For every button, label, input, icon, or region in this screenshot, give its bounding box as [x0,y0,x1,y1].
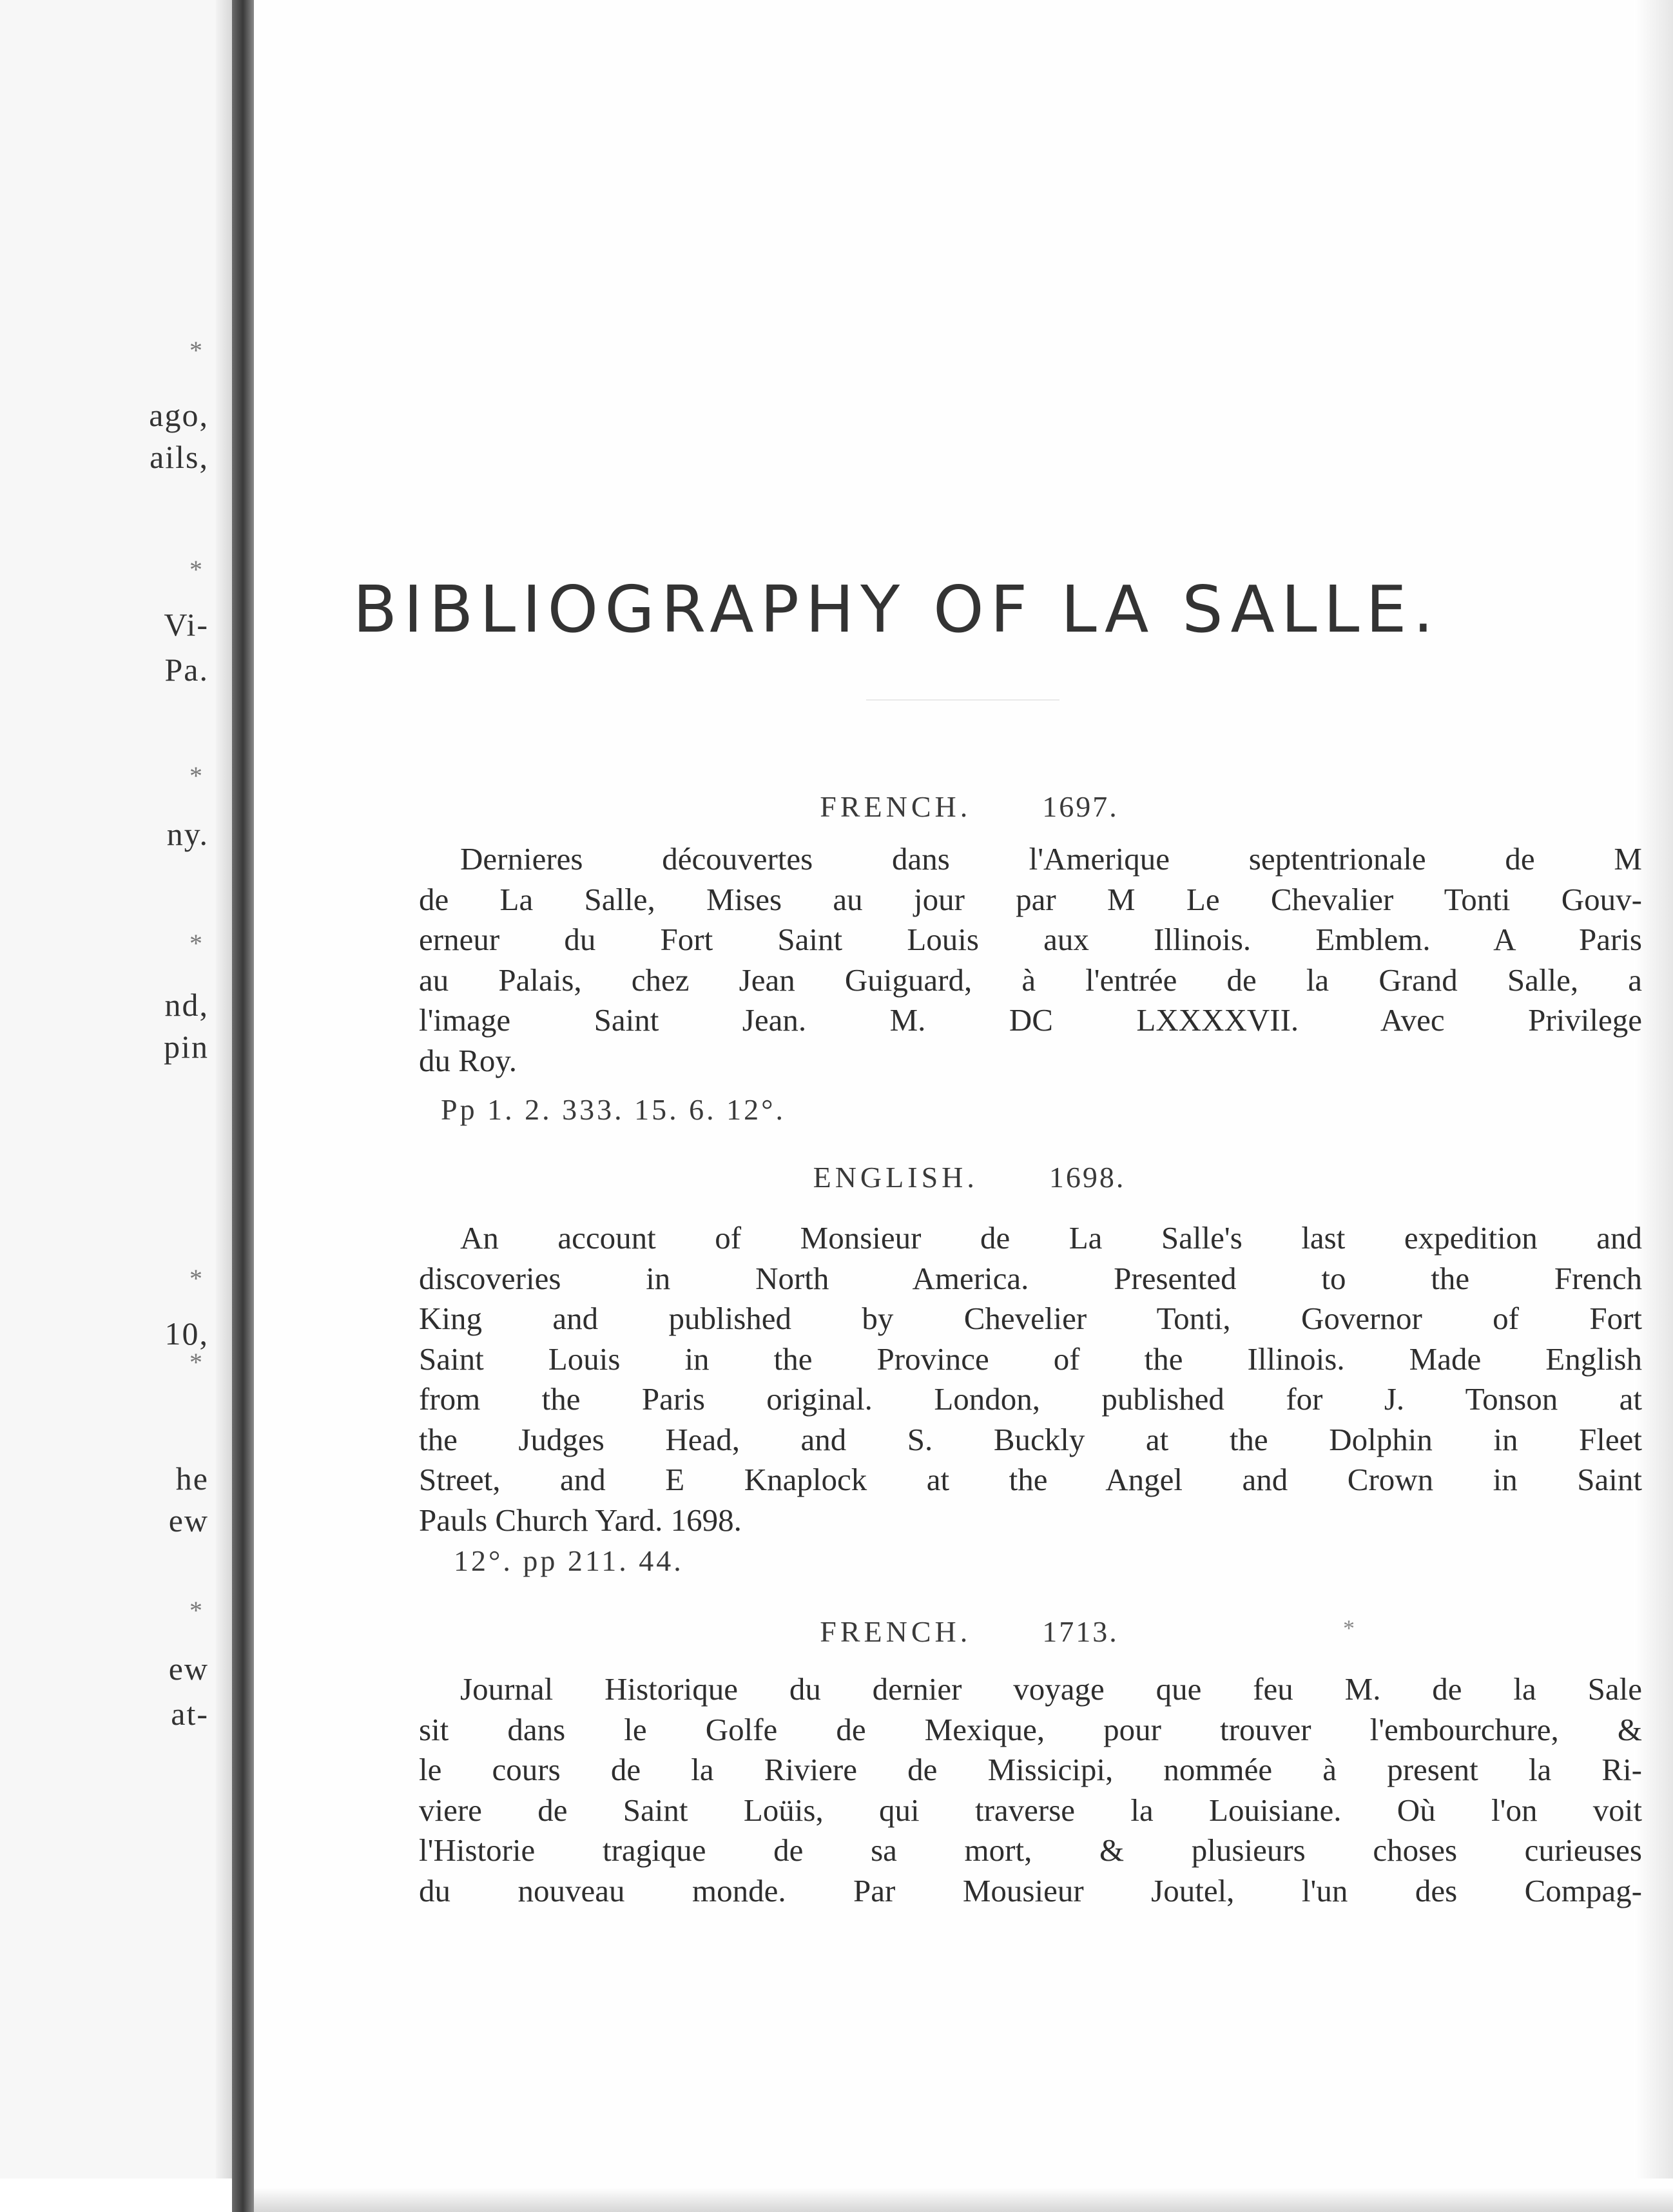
entry-description [419,839,1642,1081]
asterisk-mark: * [189,929,202,958]
entry-description [419,1218,1642,1540]
description-line: du nouveau monde. Par Mousieur Joutel, l'un des Compag- [419,1872,1642,1908]
text-fragment: ew [168,1502,209,1538]
text-fragment: ails, [150,439,209,475]
entry-heading-english-1698 [254,1160,1673,1194]
asterisk-mark: * [189,336,202,365]
text-fragment: nd, [164,987,209,1023]
description-line: de La Salle, Mises au jour par M Le Chevalier Tonti Gouv- [419,881,1642,917]
page-fold-shadow [216,0,232,2178]
book-page [254,0,1673,2212]
asterisk-mark: * [189,1348,202,1377]
entry-language: FRENCH. [820,1615,972,1648]
description-line: au Palais, chez Jean Guiguard, à l'entrée de la Grand Salle, a [419,962,1642,998]
description-line: viere de Saint Loüis, qui traverse la Louisiane. Où l'on voit [419,1792,1642,1828]
description-line: l'image Saint Jean. M. DC LXXXXVII. Avec Privilege [419,1002,1642,1038]
asterisk-mark: * [189,761,202,790]
description-line: le cours de la Riviere de Missicipi, nommée à present la Ri- [419,1752,1642,1787]
description-line: sit dans le Golfe de Mexique, pour trouver l'embourchure, & [419,1711,1642,1747]
text-fragment: 10, [164,1315,209,1352]
text-fragment: Vi- [164,606,209,643]
asterisk-mark: * [189,1264,202,1293]
entry-language: ENGLISH. [813,1161,978,1194]
entry-heading-french-1697 [254,790,1673,824]
book-spine [232,0,254,2212]
description-line: Street, and E Knaplock at the Angel and Crown in Saint [419,1462,1642,1497]
page-title: BIBLIOGRAPHY OF LA SALLE. [353,572,1440,647]
text-fragment: at- [171,1696,209,1732]
entry-language: FRENCH. [820,790,972,823]
entry-year: 1697. [1042,790,1119,823]
entry-collation: 12°. pp 211. 44. [454,1544,684,1577]
entry-description [419,1669,1642,1911]
previous-page-strip [0,0,232,2178]
text-fragment: he [175,1460,209,1497]
print-speck: * [1343,1615,1355,1641]
asterisk-mark: * [189,555,202,584]
description-line: du Roy. [419,1042,517,1078]
description-line: the Judges Head, and S. Buckly at the Dolphin in Fleet [419,1421,1642,1457]
text-fragment: ago, [149,397,209,433]
description-line: King and published by Chevelier Tonti, Governor of Fort [419,1301,1642,1336]
description-line: l'Historie tragique de sa mort, & plusieurs choses curieuses [419,1832,1642,1868]
description-line: An account of Monsieur de La Salle's last expedition and [460,1220,1642,1256]
page-edge-bottom [254,2188,1673,2212]
description-line: Journal Historique du dernier voyage que feu M. de la Sale [460,1671,1642,1707]
description-line: erneur du Fort Saint Louis aux Illinois. Emblem. A Paris [419,922,1642,957]
description-line: Dernieres découvertes dans l'Amerique septentrionale de M [460,841,1642,877]
asterisk-mark: * [189,1596,202,1625]
entry-collation: Pp 1. 2. 333. 15. 6. 12°. [441,1093,786,1126]
entry-year: 1713. [1042,1615,1119,1648]
description-line: Pauls Church Yard. 1698. [419,1502,742,1538]
entry-year: 1698. [1049,1161,1126,1194]
entry-heading-french-1713 [254,1615,1673,1649]
text-fragment: ew [168,1651,209,1687]
title-rule [866,699,1059,701]
text-fragment: ny. [166,816,209,852]
text-fragment: pin [164,1029,209,1065]
description-line: Saint Louis in the Province of the Illinois. Made English [419,1341,1642,1377]
description-line: from the Paris original. London, published for J. Tonson at [419,1381,1642,1417]
description-line: discoveries in North America. Presented to the French [419,1260,1642,1296]
text-fragment: Pa. [164,652,209,688]
